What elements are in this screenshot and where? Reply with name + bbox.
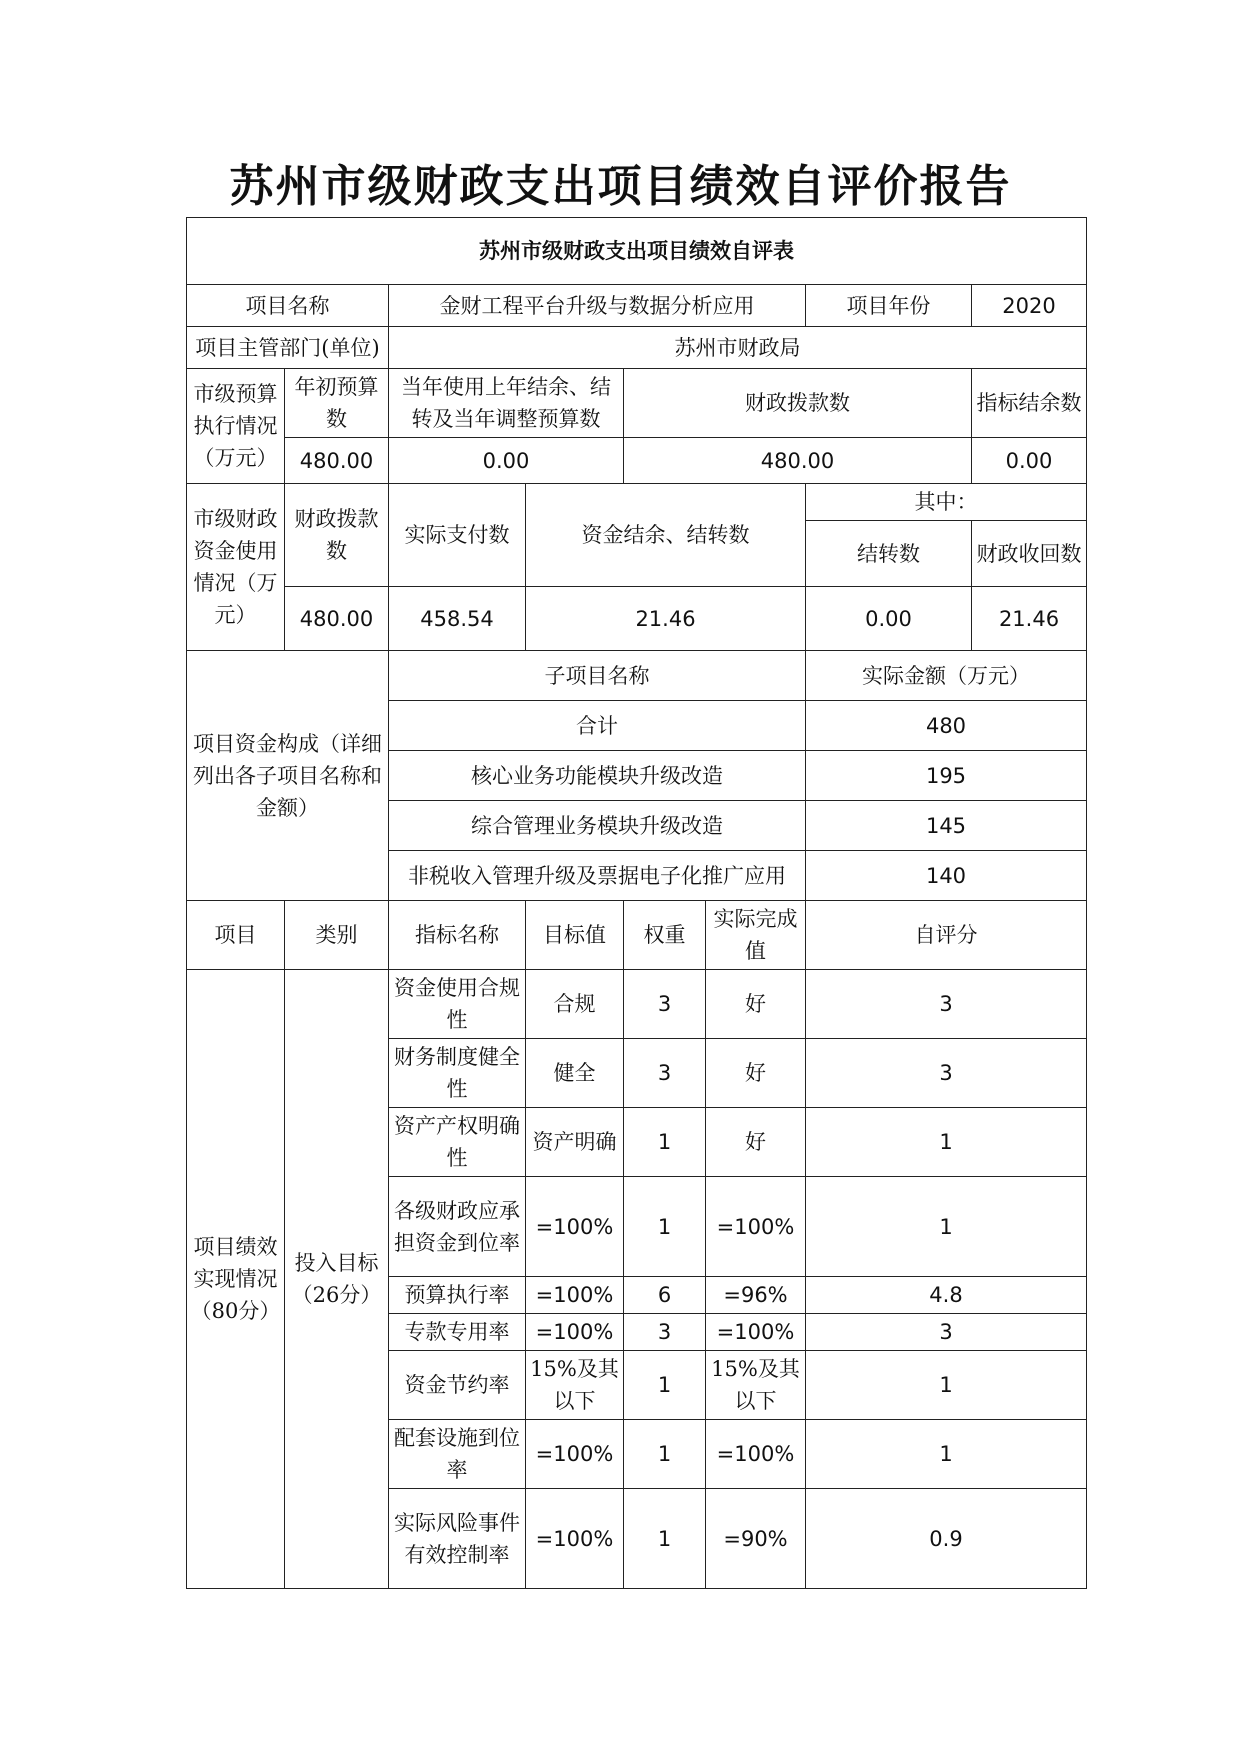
perf-weight: 3	[624, 970, 706, 1039]
perf-category-label: 投入目标（26分）	[285, 970, 389, 1589]
composition-row-name: 核心业务功能模块升级改造	[389, 751, 806, 801]
budget-alloc-value: 480.00	[624, 438, 972, 484]
perf-actual: =90%	[706, 1489, 806, 1589]
perf-target: =100%	[526, 1489, 624, 1589]
perf-target: 健全	[526, 1039, 624, 1108]
perf-score: 1	[806, 1351, 1087, 1420]
perf-actual: 好	[706, 1108, 806, 1177]
perf-actual: =100%	[706, 1420, 806, 1489]
perf-indicator: 财务制度健全性	[389, 1039, 526, 1108]
usage-carry-header: 结转数	[806, 521, 972, 587]
usage-paid-value: 458.54	[389, 587, 526, 651]
usage-section-label: 市级财政资金使用情况（万元）	[187, 484, 285, 651]
budget-initial-header: 年初预算数	[285, 369, 389, 438]
budget-prev-value: 0.00	[389, 438, 624, 484]
perf-actual: 15%及其以下	[706, 1351, 806, 1420]
perf-weight: 1	[624, 1489, 706, 1589]
composition-row-name: 非税收入管理升级及票据电子化推广应用	[389, 851, 806, 901]
perf-target: =100%	[526, 1277, 624, 1314]
composition-row-amount: 145	[806, 801, 1087, 851]
project-year-label: 项目年份	[806, 285, 972, 327]
perf-weight: 3	[624, 1039, 706, 1108]
perf-target: =100%	[526, 1420, 624, 1489]
project-name-label: 项目名称	[187, 285, 389, 327]
perf-weight-header: 权重	[624, 901, 706, 970]
performance-header-row	[187, 901, 1087, 970]
perf-indicator: 专款专用率	[389, 1314, 526, 1351]
dept-row	[187, 327, 1087, 369]
perf-score: 3	[806, 1039, 1087, 1108]
perf-score: 0.9	[806, 1489, 1087, 1589]
perf-actual: 好	[706, 1039, 806, 1108]
composition-header-row	[187, 651, 1087, 701]
perf-actual-header: 实际完成值	[706, 901, 806, 970]
composition-section-label: 项目资金构成（详细列出各子项目名称和金额）	[187, 651, 389, 901]
table-row	[187, 970, 1087, 1039]
evaluation-table	[186, 217, 1087, 1589]
budget-balance-value: 0.00	[972, 438, 1087, 484]
perf-item-header: 项目	[187, 901, 285, 970]
usage-alloc-value: 480.00	[285, 587, 389, 651]
perf-actual: =100%	[706, 1314, 806, 1351]
perf-indicator: 实际风险事件有效控制率	[389, 1489, 526, 1589]
perf-indicator: 配套设施到位率	[389, 1420, 526, 1489]
report-title: 苏州市级财政支出项目绩效自评价报告	[229, 161, 1012, 212]
budget-header-row	[187, 369, 1087, 438]
perf-weight: 6	[624, 1277, 706, 1314]
perf-target: =100%	[526, 1314, 624, 1351]
budget-section-label: 市级预算执行情况（万元）	[187, 369, 285, 484]
table-title-row	[187, 218, 1087, 285]
perf-score: 1	[806, 1420, 1087, 1489]
perf-target: =100%	[526, 1177, 624, 1277]
budget-initial-value: 480.00	[285, 438, 389, 484]
perf-actual: =96%	[706, 1277, 806, 1314]
perf-weight: 1	[624, 1420, 706, 1489]
perf-actual: 好	[706, 970, 806, 1039]
perf-indicator-header: 指标名称	[389, 901, 526, 970]
perf-score-header: 自评分	[806, 901, 1087, 970]
budget-balance-header: 指标结余数	[972, 369, 1087, 438]
table-title: 苏州市级财政支出项目绩效自评表	[187, 218, 1087, 285]
perf-weight: 1	[624, 1108, 706, 1177]
composition-name-header: 子项目名称	[389, 651, 806, 701]
perf-indicator: 资金节约率	[389, 1351, 526, 1420]
budget-prev-header: 当年使用上年结余、结转及当年调整预算数	[389, 369, 624, 438]
perf-target-header: 目标值	[526, 901, 624, 970]
budget-alloc-header: 财政拨款数	[624, 369, 972, 438]
usage-remain-header: 资金结余、结转数	[526, 484, 806, 587]
perf-score: 3	[806, 970, 1087, 1039]
perf-weight: 1	[624, 1177, 706, 1277]
perf-score: 4.8	[806, 1277, 1087, 1314]
usage-remain-value: 21.46	[526, 587, 806, 651]
perf-weight: 3	[624, 1314, 706, 1351]
project-name-value: 金财工程平台升级与数据分析应用	[389, 285, 806, 327]
budget-value-row	[187, 438, 1087, 484]
usage-recover-header: 财政收回数	[972, 521, 1087, 587]
perf-indicator: 资产产权明确性	[389, 1108, 526, 1177]
usage-alloc-header: 财政拨款数	[285, 484, 389, 587]
perf-score: 3	[806, 1314, 1087, 1351]
perf-indicator: 预算执行率	[389, 1277, 526, 1314]
composition-row-name: 合计	[389, 701, 806, 751]
composition-row-amount: 140	[806, 851, 1087, 901]
project-year-value: 2020	[972, 285, 1087, 327]
perf-target: 合规	[526, 970, 624, 1039]
composition-row-amount: 195	[806, 751, 1087, 801]
perf-category-header: 类别	[285, 901, 389, 970]
perf-indicator: 各级财政应承担资金到位率	[389, 1177, 526, 1277]
perf-weight: 1	[624, 1351, 706, 1420]
perf-section-label: 项目绩效实现情况（80分）	[187, 970, 285, 1589]
composition-amount-header: 实际金额（万元）	[806, 651, 1087, 701]
usage-carry-value: 0.00	[806, 587, 972, 651]
perf-target: 资产明确	[526, 1108, 624, 1177]
composition-row-amount: 480	[806, 701, 1087, 751]
usage-paid-header: 实际支付数	[389, 484, 526, 587]
perf-indicator: 资金使用合规性	[389, 970, 526, 1039]
composition-row-name: 综合管理业务模块升级改造	[389, 801, 806, 851]
usage-among-header: 其中：	[806, 484, 1087, 521]
project-name-row	[187, 285, 1087, 327]
perf-target: 15%及其以下	[526, 1351, 624, 1420]
perf-actual: =100%	[706, 1177, 806, 1277]
usage-recover-value: 21.46	[972, 587, 1087, 651]
dept-label: 项目主管部门(单位)	[187, 327, 389, 369]
usage-value-row	[187, 587, 1087, 651]
dept-value: 苏州市财政局	[389, 327, 1087, 369]
perf-score: 1	[806, 1108, 1087, 1177]
perf-score: 1	[806, 1177, 1087, 1277]
usage-header-row-1	[187, 484, 1087, 521]
